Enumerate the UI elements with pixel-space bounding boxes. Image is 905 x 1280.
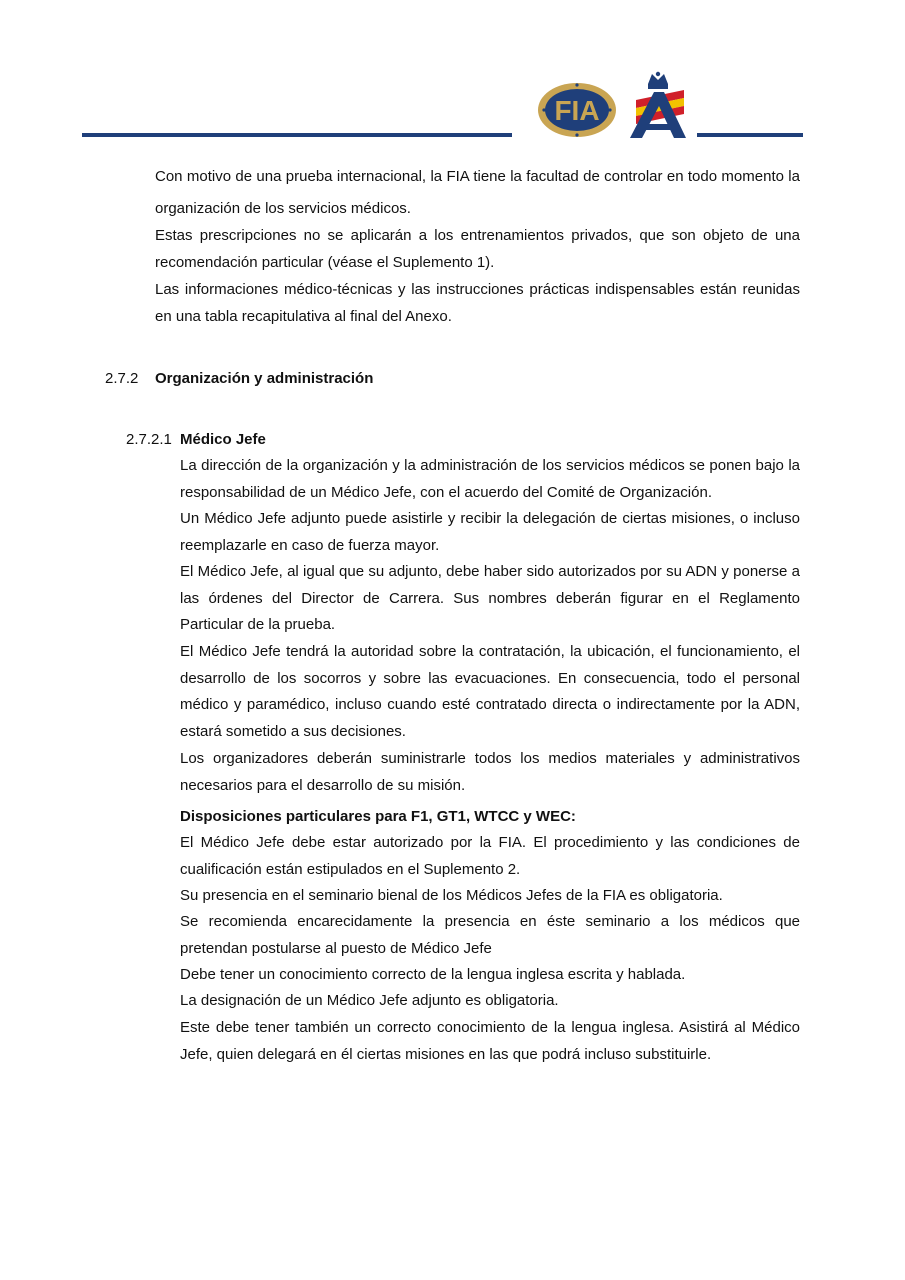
intro-paragraph-2: Estas prescripciones no se aplicarán a los entrenamientos privados, que son objeto de una recomendación particular (véase el Suplemento 1). <box>155 227 800 271</box>
special-dispositions-heading: Disposiciones particulares para F1, GT1, WTCC y WEC: <box>180 808 576 825</box>
medico-jefe-paragraph-4: El Médico Jefe tendrá la autoridad sobre la contratación, la ubicación, el funcionamiento, el desarrollo de los socorros y sobre las evacuaciones. En consecuencia, todo el personal médico y paramédico, incluso cuando esté contratado directa o indirectamente por la ADN, estará sometido a sus decisiones. <box>180 643 800 740</box>
medico-jefe-paragraph-3: El Médico Jefe, al igual que su adjunto, debe haber sido autorizados por su ADN y ponerse a las órdenes del Director de Carrera. Sus nombres deberán figurar en el Reglamento Particular de la prueba. <box>180 563 800 634</box>
special-paragraph-3: Se recomienda encarecidamente la presencia en éste seminario a los médicos que pretendan postularse al puesto de Médico Jefe <box>180 913 800 957</box>
rfeda-logo <box>626 70 690 140</box>
subsection-title: Médico Jefe <box>180 431 266 448</box>
intro-paragraph-3: Las informaciones médico-técnicas y las instrucciones prácticas indispensables están reunidas en una tabla recapitulativa al final del Anexo. <box>155 281 800 325</box>
medico-jefe-paragraph-2: Un Médico Jefe adjunto puede asistirle y recibir la delegación de ciertas misiones, o incluso reemplazarle en caso de fuerza mayor. <box>180 510 800 554</box>
section-title: Organización y administración <box>155 370 374 387</box>
subsection-number: 2.7.2.1 <box>126 431 172 448</box>
section-number: 2.7.2 <box>105 370 139 387</box>
special-paragraph-1: El Médico Jefe debe estar autorizado por la FIA. El procedimiento y las condiciones de cualificación están estipulados en el Suplemento 2. <box>180 834 800 878</box>
special-paragraph-2: Su presencia en el seminario bienal de los Médicos Jefes de la FIA es obligatoria. <box>180 887 723 904</box>
special-paragraph-4: Debe tener un conocimiento correcto de la lengua inglesa escrita y hablada. <box>180 966 686 983</box>
special-paragraph-5: La designación de un Médico Jefe adjunto es obligatoria. <box>180 992 559 1009</box>
fia-logo <box>536 81 618 139</box>
header-rule-left <box>82 133 512 137</box>
medico-jefe-paragraph-5: Los organizadores deberán suministrarle todos los medios materiales y administrativos necesarios para el desarrollo de su misión. <box>180 750 800 794</box>
rfeda-logo-text: A <box>683 138 684 139</box>
special-paragraph-6: Este debe tener también un correcto conocimiento de la lengua inglesa. Asistirá al Médico Jefe, quien delegará en él ciertas misiones en las que podrá incluso substituirle. <box>180 1019 800 1063</box>
intro-paragraph-1: Con motivo de una prueba internacional, la FIA tiene la facultad de controlar en todo momento la organización de los servicios médicos. <box>155 168 800 217</box>
header-rule-right <box>697 133 803 137</box>
medico-jefe-paragraph-1: La dirección de la organización y la administración de los servicios médicos se ponen bajo la responsabilidad de un Médico Jefe, con el acuerdo del Comité de Organización. <box>180 457 800 501</box>
fia-logo-text: FIA <box>554 95 600 126</box>
